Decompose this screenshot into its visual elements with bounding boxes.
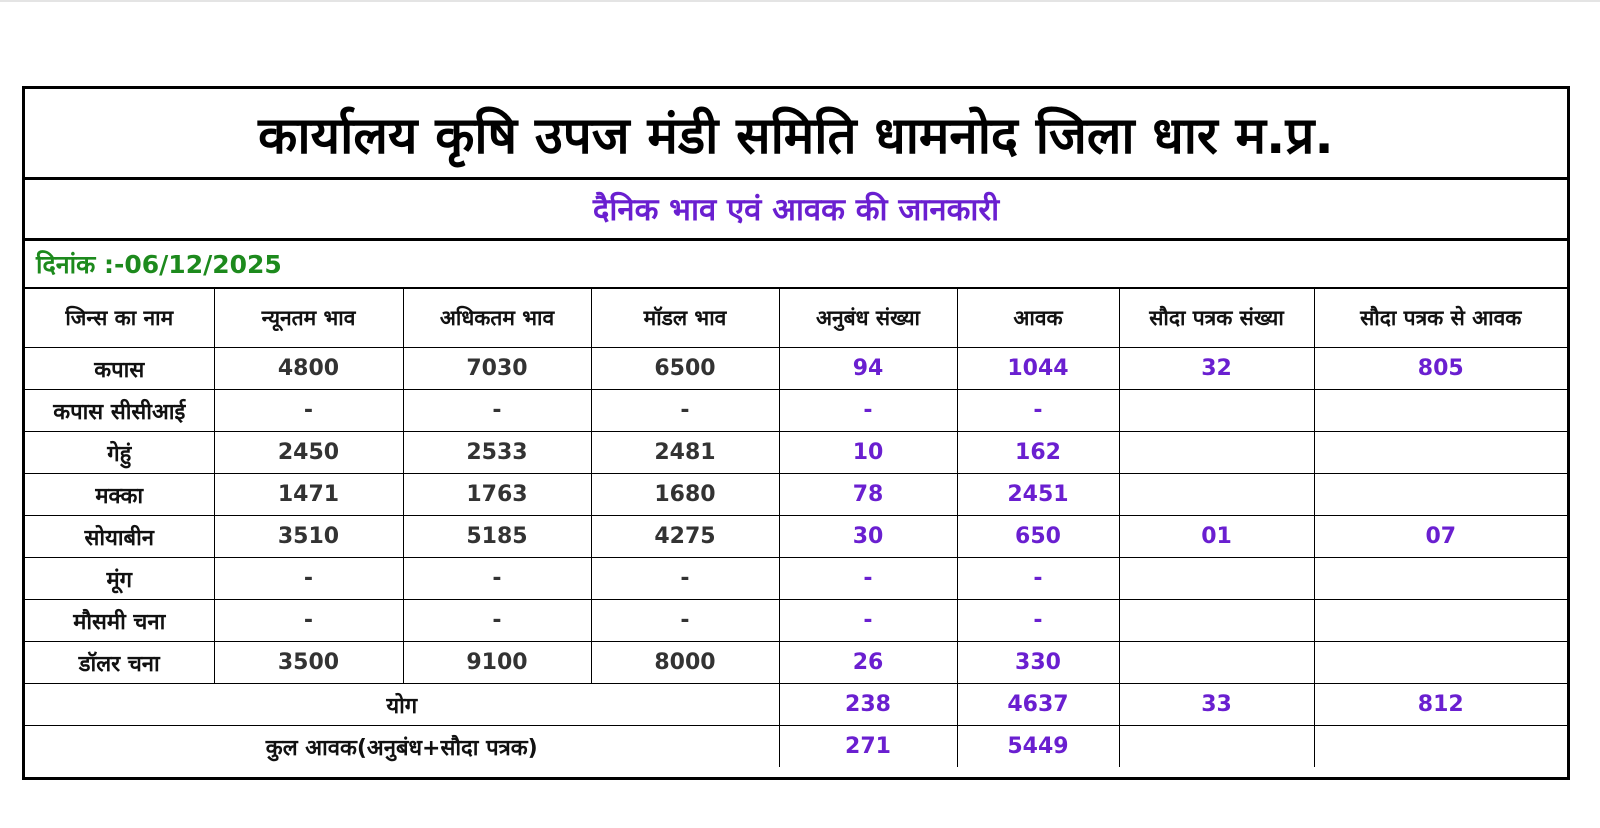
min-price: 1471 xyxy=(214,474,403,516)
report-subtitle: दैनिक भाव एवं आवक की जानकारी xyxy=(25,180,1567,241)
max-price: - xyxy=(403,558,591,600)
col-header-min-price: न्यूनतम भाव xyxy=(214,289,403,348)
min-price: 2450 xyxy=(214,432,403,474)
col-header-max-price: अधिकतम भाव xyxy=(403,289,591,348)
deal-count xyxy=(1119,432,1314,474)
table-row xyxy=(25,600,1567,642)
min-price: - xyxy=(214,390,403,432)
min-price: - xyxy=(214,600,403,642)
total-label: योग xyxy=(25,684,779,726)
deal-arrival xyxy=(1314,474,1567,516)
model-price: 1680 xyxy=(591,474,779,516)
contract-count: 78 xyxy=(779,474,957,516)
table-row xyxy=(25,558,1567,600)
deal-arrival xyxy=(1314,642,1567,684)
max-price: 1763 xyxy=(403,474,591,516)
table-row xyxy=(25,390,1567,432)
office-title: कार्यालय कृषि उपज मंडी समिति धामनोद जिला धार म.प्र. xyxy=(25,89,1567,180)
deal-count xyxy=(1119,558,1314,600)
table-row xyxy=(25,516,1567,558)
deal-count xyxy=(1119,642,1314,684)
max-price: - xyxy=(403,600,591,642)
total-deal-count: 33 xyxy=(1119,684,1314,726)
contract-count: - xyxy=(779,390,957,432)
table-row xyxy=(25,474,1567,516)
table-row xyxy=(25,348,1567,390)
model-price: - xyxy=(591,390,779,432)
deal-count xyxy=(1119,600,1314,642)
model-price: 6500 xyxy=(591,348,779,390)
arrival: - xyxy=(957,390,1119,432)
grand-total-deal-count xyxy=(1119,726,1314,768)
contract-count: 94 xyxy=(779,348,957,390)
max-price: 2533 xyxy=(403,432,591,474)
deal-count xyxy=(1119,390,1314,432)
total-deal-arrival: 812 xyxy=(1314,684,1567,726)
max-price: 5185 xyxy=(403,516,591,558)
model-price: - xyxy=(591,600,779,642)
commodity-name: सोयाबीन xyxy=(25,516,214,558)
col-header-deal-count: सौदा पत्रक संख्या xyxy=(1119,289,1314,348)
contract-count: 26 xyxy=(779,642,957,684)
deal-arrival xyxy=(1314,432,1567,474)
commodity-name: कपास सीसीआई xyxy=(25,390,214,432)
grand-total-arrival: 5449 xyxy=(957,726,1119,768)
col-header-model-price: मॉडल भाव xyxy=(591,289,779,348)
arrival: 650 xyxy=(957,516,1119,558)
commodity-name: डॉलर चना xyxy=(25,642,214,684)
contract-count: 10 xyxy=(779,432,957,474)
col-header-arrival: आवक xyxy=(957,289,1119,348)
col-header-commodity: जिन्स का नाम xyxy=(25,289,214,348)
total-row xyxy=(25,684,1567,726)
arrival: 330 xyxy=(957,642,1119,684)
commodity-name: गेहुं xyxy=(25,432,214,474)
deal-count: 32 xyxy=(1119,348,1314,390)
top-divider xyxy=(0,0,1600,2)
arrival: - xyxy=(957,558,1119,600)
col-header-contract-count: अनुबंध संख्या xyxy=(779,289,957,348)
max-price: 9100 xyxy=(403,642,591,684)
grand-total-contract-count: 271 xyxy=(779,726,957,768)
min-price: 3500 xyxy=(214,642,403,684)
grand-total-deal-arrival xyxy=(1314,726,1567,768)
deal-arrival xyxy=(1314,600,1567,642)
min-price: 4800 xyxy=(214,348,403,390)
deal-count: 01 xyxy=(1119,516,1314,558)
model-price: 4275 xyxy=(591,516,779,558)
arrival: 162 xyxy=(957,432,1119,474)
arrival: 1044 xyxy=(957,348,1119,390)
deal-arrival: 07 xyxy=(1314,516,1567,558)
mandi-report-sheet xyxy=(22,86,1570,780)
deal-count xyxy=(1119,474,1314,516)
model-price: - xyxy=(591,558,779,600)
deal-arrival xyxy=(1314,390,1567,432)
total-arrival: 4637 xyxy=(957,684,1119,726)
min-price: - xyxy=(214,558,403,600)
deal-arrival: 805 xyxy=(1314,348,1567,390)
report-date: दिनांक :-06/12/2025 xyxy=(25,241,1567,289)
contract-count: - xyxy=(779,600,957,642)
contract-count: - xyxy=(779,558,957,600)
grand-total-label: कुल आवक(अनुबंध+सौदा पत्रक) xyxy=(25,726,779,768)
table-row xyxy=(25,642,1567,684)
min-price: 3510 xyxy=(214,516,403,558)
contract-count: 30 xyxy=(779,516,957,558)
max-price: 7030 xyxy=(403,348,591,390)
table-row xyxy=(25,432,1567,474)
arrival: - xyxy=(957,600,1119,642)
max-price: - xyxy=(403,390,591,432)
model-price: 8000 xyxy=(591,642,779,684)
commodity-name: मक्का xyxy=(25,474,214,516)
total-contract-count: 238 xyxy=(779,684,957,726)
rates-arrival-table xyxy=(25,289,1567,767)
arrival: 2451 xyxy=(957,474,1119,516)
grand-total-row xyxy=(25,726,1567,768)
table-header-row xyxy=(25,289,1567,348)
commodity-name: मौसमी चना xyxy=(25,600,214,642)
deal-arrival xyxy=(1314,558,1567,600)
col-header-deal-arrival: सौदा पत्रक से आवक xyxy=(1314,289,1567,348)
commodity-name: मूंग xyxy=(25,558,214,600)
model-price: 2481 xyxy=(591,432,779,474)
commodity-name: कपास xyxy=(25,348,214,390)
